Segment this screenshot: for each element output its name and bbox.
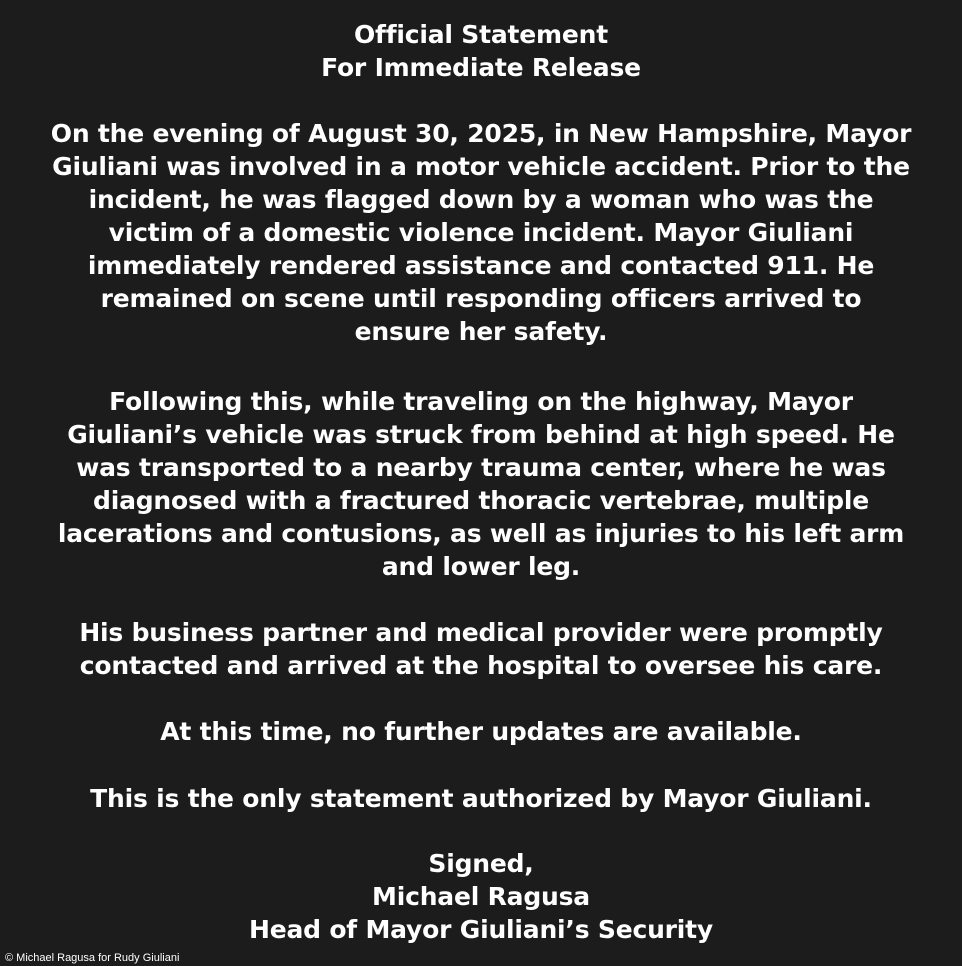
paragraph-line: immediately rendered assistance and contacted 911. He bbox=[87, 251, 875, 280]
paragraph-accident bbox=[0, 117, 962, 348]
paragraph-authorization bbox=[0, 782, 962, 815]
paragraph-line: ensure her safety. bbox=[354, 317, 608, 346]
paragraph-line: victim of a domestic violence incident. Mayor Giuliani bbox=[108, 218, 854, 247]
paragraph-line: Giuliani’s vehicle was struck from behind at high speed. He bbox=[67, 420, 895, 449]
paragraph-line: contacted and arrived at the hospital to oversee his care. bbox=[79, 651, 883, 680]
paragraph-line: This is the only statement authorized by Mayor Giuliani. bbox=[90, 784, 872, 813]
signed-label: Signed, bbox=[428, 849, 534, 878]
paragraph-updates bbox=[0, 715, 962, 748]
paragraph-line: incident, he was flagged down by a woman who was the bbox=[88, 185, 874, 214]
statement-subtitle: For Immediate Release bbox=[321, 53, 641, 82]
paragraph-line: At this time, no further updates are available. bbox=[160, 717, 802, 746]
paragraph-line: lacerations and contusions, as well as injuries to his left arm bbox=[57, 519, 905, 548]
signer-name: Michael Ragusa bbox=[372, 882, 590, 911]
statement-header bbox=[0, 18, 962, 84]
paragraph-line: His business partner and medical provider were promptly bbox=[79, 618, 883, 647]
photo-credit: © Michael Ragusa for Rudy Giuliani bbox=[5, 952, 180, 964]
paragraph-injuries bbox=[0, 385, 962, 583]
paragraph-line: diagnosed with a fractured thoracic vertebrae, multiple bbox=[93, 486, 869, 515]
signature-block bbox=[0, 847, 962, 946]
paragraph-line: On the evening of August 30, 2025, in New Hampshire, Mayor bbox=[50, 119, 912, 148]
paragraph-line: was transported to a nearby trauma center, where he was bbox=[76, 453, 886, 482]
paragraph-care bbox=[0, 616, 962, 682]
paragraph-line: and lower leg. bbox=[381, 552, 581, 581]
paragraph-line: Following this, while traveling on the highway, Mayor bbox=[109, 387, 853, 416]
statement-title: Official Statement bbox=[354, 20, 608, 49]
paragraph-line: remained on scene until responding officers arrived to bbox=[100, 284, 862, 313]
paragraph-line: Giuliani was involved in a motor vehicle accident. Prior to the bbox=[52, 152, 910, 181]
signer-role: Head of Mayor Giuliani’s Security bbox=[248, 915, 714, 944]
